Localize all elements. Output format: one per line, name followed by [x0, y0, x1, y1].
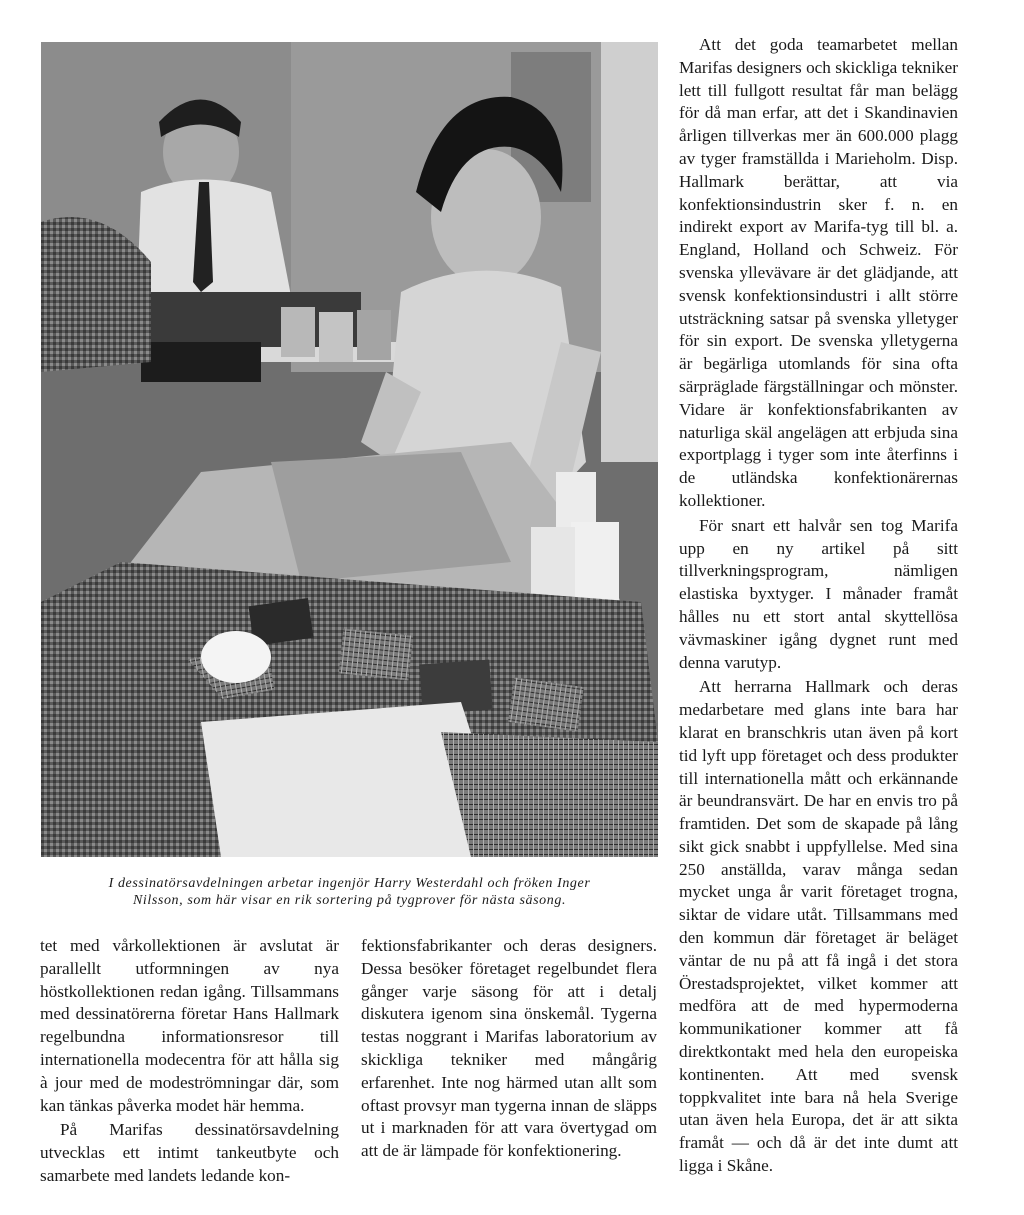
caption-line-2: Nilsson, som här visar en rik sortering på tygprover för nästa säsong.	[132, 893, 567, 908]
article-photo	[41, 42, 658, 857]
paragraph: Att herrarna Hallmark och deras medarbetare med glans inte bara har klarat en branschkris utan även på kort tid lyft upp företaget och dess produkter till internationella mått och erkännande är beundransvärt. De har en envis tro på framtiden. Det som de skapade på lång sikt gick snabbt i uppfyllelse. Med sina 250 anställda, varav många sedan mycket unga år varit företaget trogna, siktar de vidare utåt. Tillsammans med den kommun där företaget är beläget väntar de nu på att få ingå i det stora Örestadsprojektet, vilket kommer att medföra att de med hypermoderna kommunikationer kommer att få direktkontakt med hela den europeiska kontinenten. Att med svensk toppkvalitet inte bara nå hela Sverige utan även hela Europa, det är att sikta framåt — och då är det inte dumt att ligga i Skåne.	[679, 677, 958, 1176]
paragraph: fektionsfabrikanter och deras designers. Dessa besöker företaget regelbundet flera gånger varje säsong för att i detalj diskutera igenom sina önskemål. Tygerna testas noggrant i Marifas laboratorium av skickliga tekniker med mångårig erfarenhet. Inte nog härmed utan allt som oftast provsyr man tygerna innan de släpps ut i marknaden för att vara övertygad om att de är lämpade för konfektionering.	[361, 936, 657, 1161]
article-column-middle	[361, 935, 657, 1163]
paragraph: tet med vårkollektionen är avslutat är parallellt utformningen av nya höstkollektionen redan igång. Tillsammans med dessinatörerna företar Hans Hallmark regelbundna informationsresor till internationella modecentra för att hålla sig à jour med de modeströmningar där, som kan tänkas påverka modet här hemma.	[40, 936, 339, 1115]
paragraph: Att det goda teamarbetet mellan Marifas designers och skickliga tekniker lett till fullgott resultat får man belägg för då man erfar, att det i Skandinavien årligen tillverkas mer än 600.000 plagg av tyger framställda i Marieholm. Disp. Hallmark berättar, att via konfektionsindustrin sker f. n. en indirekt export av Marifa-tyg till bl. a. England, Holland och Schweiz. För svenska yllevävare är det glädjande, att svensk konfektionsindustri i allt större utsträckning satsar på svenska ylletyger för sin export. De svenska ylletygerna är begärliga utomlands för sina ofta särpräglade färgställningar och mönster. Vidare är konfektionsfabrikanten av naturliga skäl angelägen att erbjuda sina exportplagg i tyger som inte återfinns i de utländska konfektionärernas kollektioner.	[679, 35, 958, 510]
article-column-right	[679, 34, 958, 1178]
photo-illustration	[41, 42, 658, 857]
article-column-left	[40, 935, 339, 1188]
paragraph: På Marifas dessinatörsavdelning utvecklas ett intimt tankeutbyte och samarbete med landets ledande kon-	[40, 1120, 339, 1185]
caption-line-1: I dessinatörsavdelningen arbetar ingenjör Harry Westerdahl och fröken Inger	[108, 876, 591, 891]
paragraph: För snart ett halvår sen tog Marifa upp en ny artikel på sitt tillverkningsprogram, nämligen elastiska byxtyger. I månader framåt hålles nu ett stort antal skyttellösa vävmaskiner igång dygnet runt med denna varutyp.	[679, 515, 958, 672]
photo-caption	[41, 875, 658, 909]
